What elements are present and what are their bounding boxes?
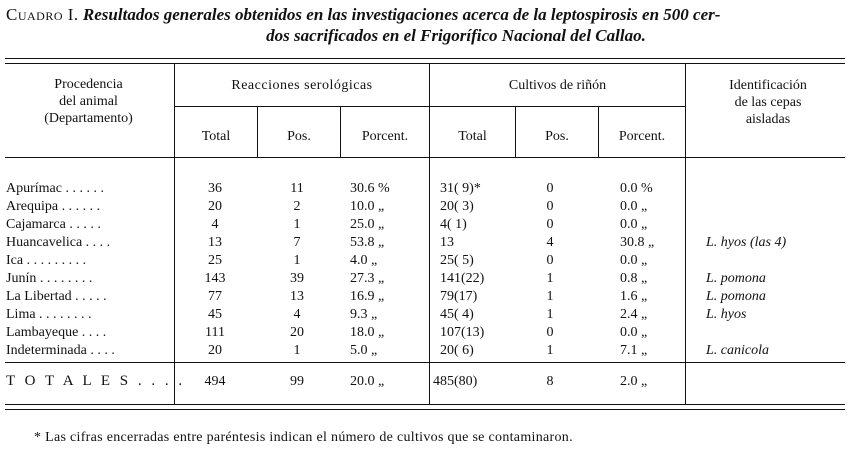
totals-row — [0, 373, 850, 390]
row-culture-percent: 2.4 „ — [620, 307, 648, 322]
row-department: Apurímac . . . . . . — [6, 181, 104, 196]
row-culture-positive: 0 — [546, 217, 554, 232]
row-serology-total: 143 — [204, 271, 226, 286]
row-serology-total: 77 — [208, 289, 222, 304]
row-serology-positive: 1 — [293, 217, 301, 232]
totals-c-total: 485(80) — [433, 374, 478, 389]
row-culture-percent: 0.0 „ — [620, 217, 648, 232]
header-c-porcent: Porcent. — [618, 129, 666, 144]
bottom-rule-2 — [5, 409, 845, 410]
row-culture-percent: 0.0 „ — [620, 253, 648, 268]
header-r-pos: Pos. — [287, 129, 311, 144]
row-culture-positive: 1 — [546, 343, 554, 358]
row-serology-positive: 1 — [293, 253, 301, 268]
totals-r-total: 494 — [204, 374, 226, 389]
row-culture-percent: 0.0 % — [620, 181, 653, 196]
row-culture-percent: 0.0 „ — [620, 325, 648, 340]
row-culture-positive: 0 — [546, 181, 554, 196]
row-strain-identification: L. hyos — [706, 307, 747, 322]
row-culture-total: 25( 5) — [440, 253, 474, 268]
table-row — [0, 270, 850, 287]
row-culture-total: 20( 6) — [440, 343, 474, 358]
row-department: Huancavelica . . . . — [6, 235, 111, 250]
row-serology-percent: 27.3 „ — [350, 271, 385, 286]
row-serology-percent: 4.0 „ — [350, 253, 378, 268]
row-serology-total: 111 — [205, 325, 225, 340]
header-procedencia-line2: del animal — [59, 94, 118, 109]
row-serology-percent: 9.3 „ — [350, 307, 378, 322]
row-culture-percent: 0.8 „ — [620, 271, 648, 286]
row-serology-positive: 11 — [290, 181, 304, 196]
row-culture-percent: 7.1 „ — [620, 343, 648, 358]
header-identificacion — [690, 77, 846, 128]
row-culture-percent: 1.6 „ — [620, 289, 648, 304]
row-department: Arequipa . . . . . . — [6, 199, 101, 214]
row-serology-percent: 16.9 „ — [350, 289, 385, 304]
row-strain-identification: L. canicola — [706, 343, 769, 358]
caption-title-line-2: dos sacrificados en el Frigorífico Nacional del Callao. — [266, 26, 646, 45]
row-serology-total: 20 — [208, 343, 222, 358]
bottom-rule-1 — [5, 404, 845, 405]
totals-r-pos: 99 — [290, 374, 304, 389]
row-culture-total: 45( 4) — [440, 307, 474, 322]
row-strain-identification: L. pomona — [706, 289, 766, 304]
row-strain-identification: L. pomona — [706, 271, 766, 286]
header-cultivos: Cultivos de riñón — [508, 78, 607, 93]
row-serology-total: 45 — [208, 307, 222, 322]
header-procedencia — [6, 76, 171, 127]
row-serology-percent: 53.8 „ — [350, 235, 385, 250]
row-culture-percent: 30.8 „ — [620, 235, 655, 250]
footnote: * Las cifras encerradas entre paréntesis indican el número de cultivos que se contaminaron. — [34, 430, 573, 445]
header-r-total: Total — [201, 129, 231, 144]
totals-label: T O T A L E S . . . . — [6, 373, 186, 389]
row-culture-positive: 4 — [546, 235, 554, 250]
row-department: Lambayeque . . . . — [6, 325, 107, 340]
table-row — [0, 306, 850, 323]
table-row — [0, 180, 850, 197]
row-serology-percent: 10.0 „ — [350, 199, 385, 214]
table-row — [0, 198, 850, 215]
header-ident-line2: de las cepas — [734, 95, 802, 110]
row-serology-total: 4 — [211, 217, 219, 232]
row-serology-total: 25 — [208, 253, 222, 268]
row-department: Cajamarca . . . . . — [6, 217, 101, 232]
row-department: Lima . . . . . . . . — [6, 307, 92, 322]
caption-title-line-1: Resultados generales obtenidos en las investigaciones acerca de la leptospirosis en 500 cer- — [82, 5, 721, 24]
table-row — [0, 288, 850, 305]
row-serology-positive: 20 — [290, 325, 304, 340]
header-procedencia-line1: Procedencia — [54, 77, 123, 92]
row-culture-positive: 0 — [546, 253, 554, 268]
header-ident-line3: aisladas — [745, 112, 791, 127]
table-row — [0, 342, 850, 359]
row-culture-positive: 0 — [546, 325, 554, 340]
header-c-total: Total — [458, 129, 487, 144]
table-row — [0, 324, 850, 341]
row-serology-percent: 5.0 „ — [350, 343, 378, 358]
totals-top-rule — [5, 362, 845, 363]
row-culture-percent: 0.0 „ — [620, 199, 648, 214]
row-serology-positive: 39 — [290, 271, 304, 286]
row-serology-positive: 7 — [293, 235, 301, 250]
header-reacciones: Reacciones serológicas — [231, 78, 373, 93]
table-row — [0, 216, 850, 233]
totals-c-pct: 2.0 „ — [620, 374, 648, 389]
caption-label: Cuadro I. — [6, 5, 79, 24]
totals-r-pct: 20.0 „ — [350, 374, 385, 389]
row-culture-positive: 0 — [546, 199, 554, 214]
row-culture-total: 13 — [440, 235, 454, 250]
row-culture-positive: 1 — [546, 271, 554, 286]
row-serology-positive: 1 — [293, 343, 301, 358]
header-ident-line1: Identificación — [729, 78, 807, 93]
row-serology-positive: 2 — [293, 199, 301, 214]
row-serology-total: 13 — [208, 235, 222, 250]
row-serology-percent: 18.0 „ — [350, 325, 385, 340]
row-culture-total: 141(22) — [440, 271, 485, 286]
row-department: La Libertad . . . . . — [6, 289, 107, 304]
header-r-porcent: Porcent. — [361, 129, 409, 144]
header-procedencia-line3: (Departamento) — [44, 111, 133, 126]
row-serology-percent: 25.0 „ — [350, 217, 385, 232]
row-serology-total: 36 — [208, 181, 222, 196]
row-department: Junín . . . . . . . . — [6, 271, 93, 286]
header-c-pos: Pos. — [545, 129, 569, 144]
row-serology-percent: 30.6 % — [350, 181, 390, 196]
row-culture-total: 4( 1) — [440, 217, 467, 232]
row-culture-positive: 1 — [546, 289, 554, 304]
row-culture-total: 107(13) — [440, 325, 485, 340]
row-culture-total: 79(17) — [440, 289, 478, 304]
table-caption — [6, 4, 846, 46]
row-serology-positive: 13 — [290, 289, 304, 304]
totals-c-pos: 8 — [546, 374, 554, 389]
row-serology-positive: 4 — [293, 307, 301, 322]
row-serology-total: 20 — [208, 199, 222, 214]
table-row — [0, 252, 850, 269]
header-bottom-rule — [5, 157, 845, 158]
row-culture-positive: 1 — [546, 307, 554, 322]
top-rule-1 — [5, 58, 845, 59]
row-strain-identification: L. hyos (las 4) — [706, 235, 787, 250]
row-culture-total: 20( 3) — [440, 199, 474, 214]
caption-line-1 — [6, 4, 846, 25]
row-department: Indeterminada . . . . — [6, 343, 115, 358]
top-rule-2 — [5, 63, 845, 64]
row-culture-total: 31( 9)* — [440, 181, 481, 196]
table-row — [0, 234, 850, 251]
row-department: Ica . . . . . . . . . — [6, 253, 87, 268]
